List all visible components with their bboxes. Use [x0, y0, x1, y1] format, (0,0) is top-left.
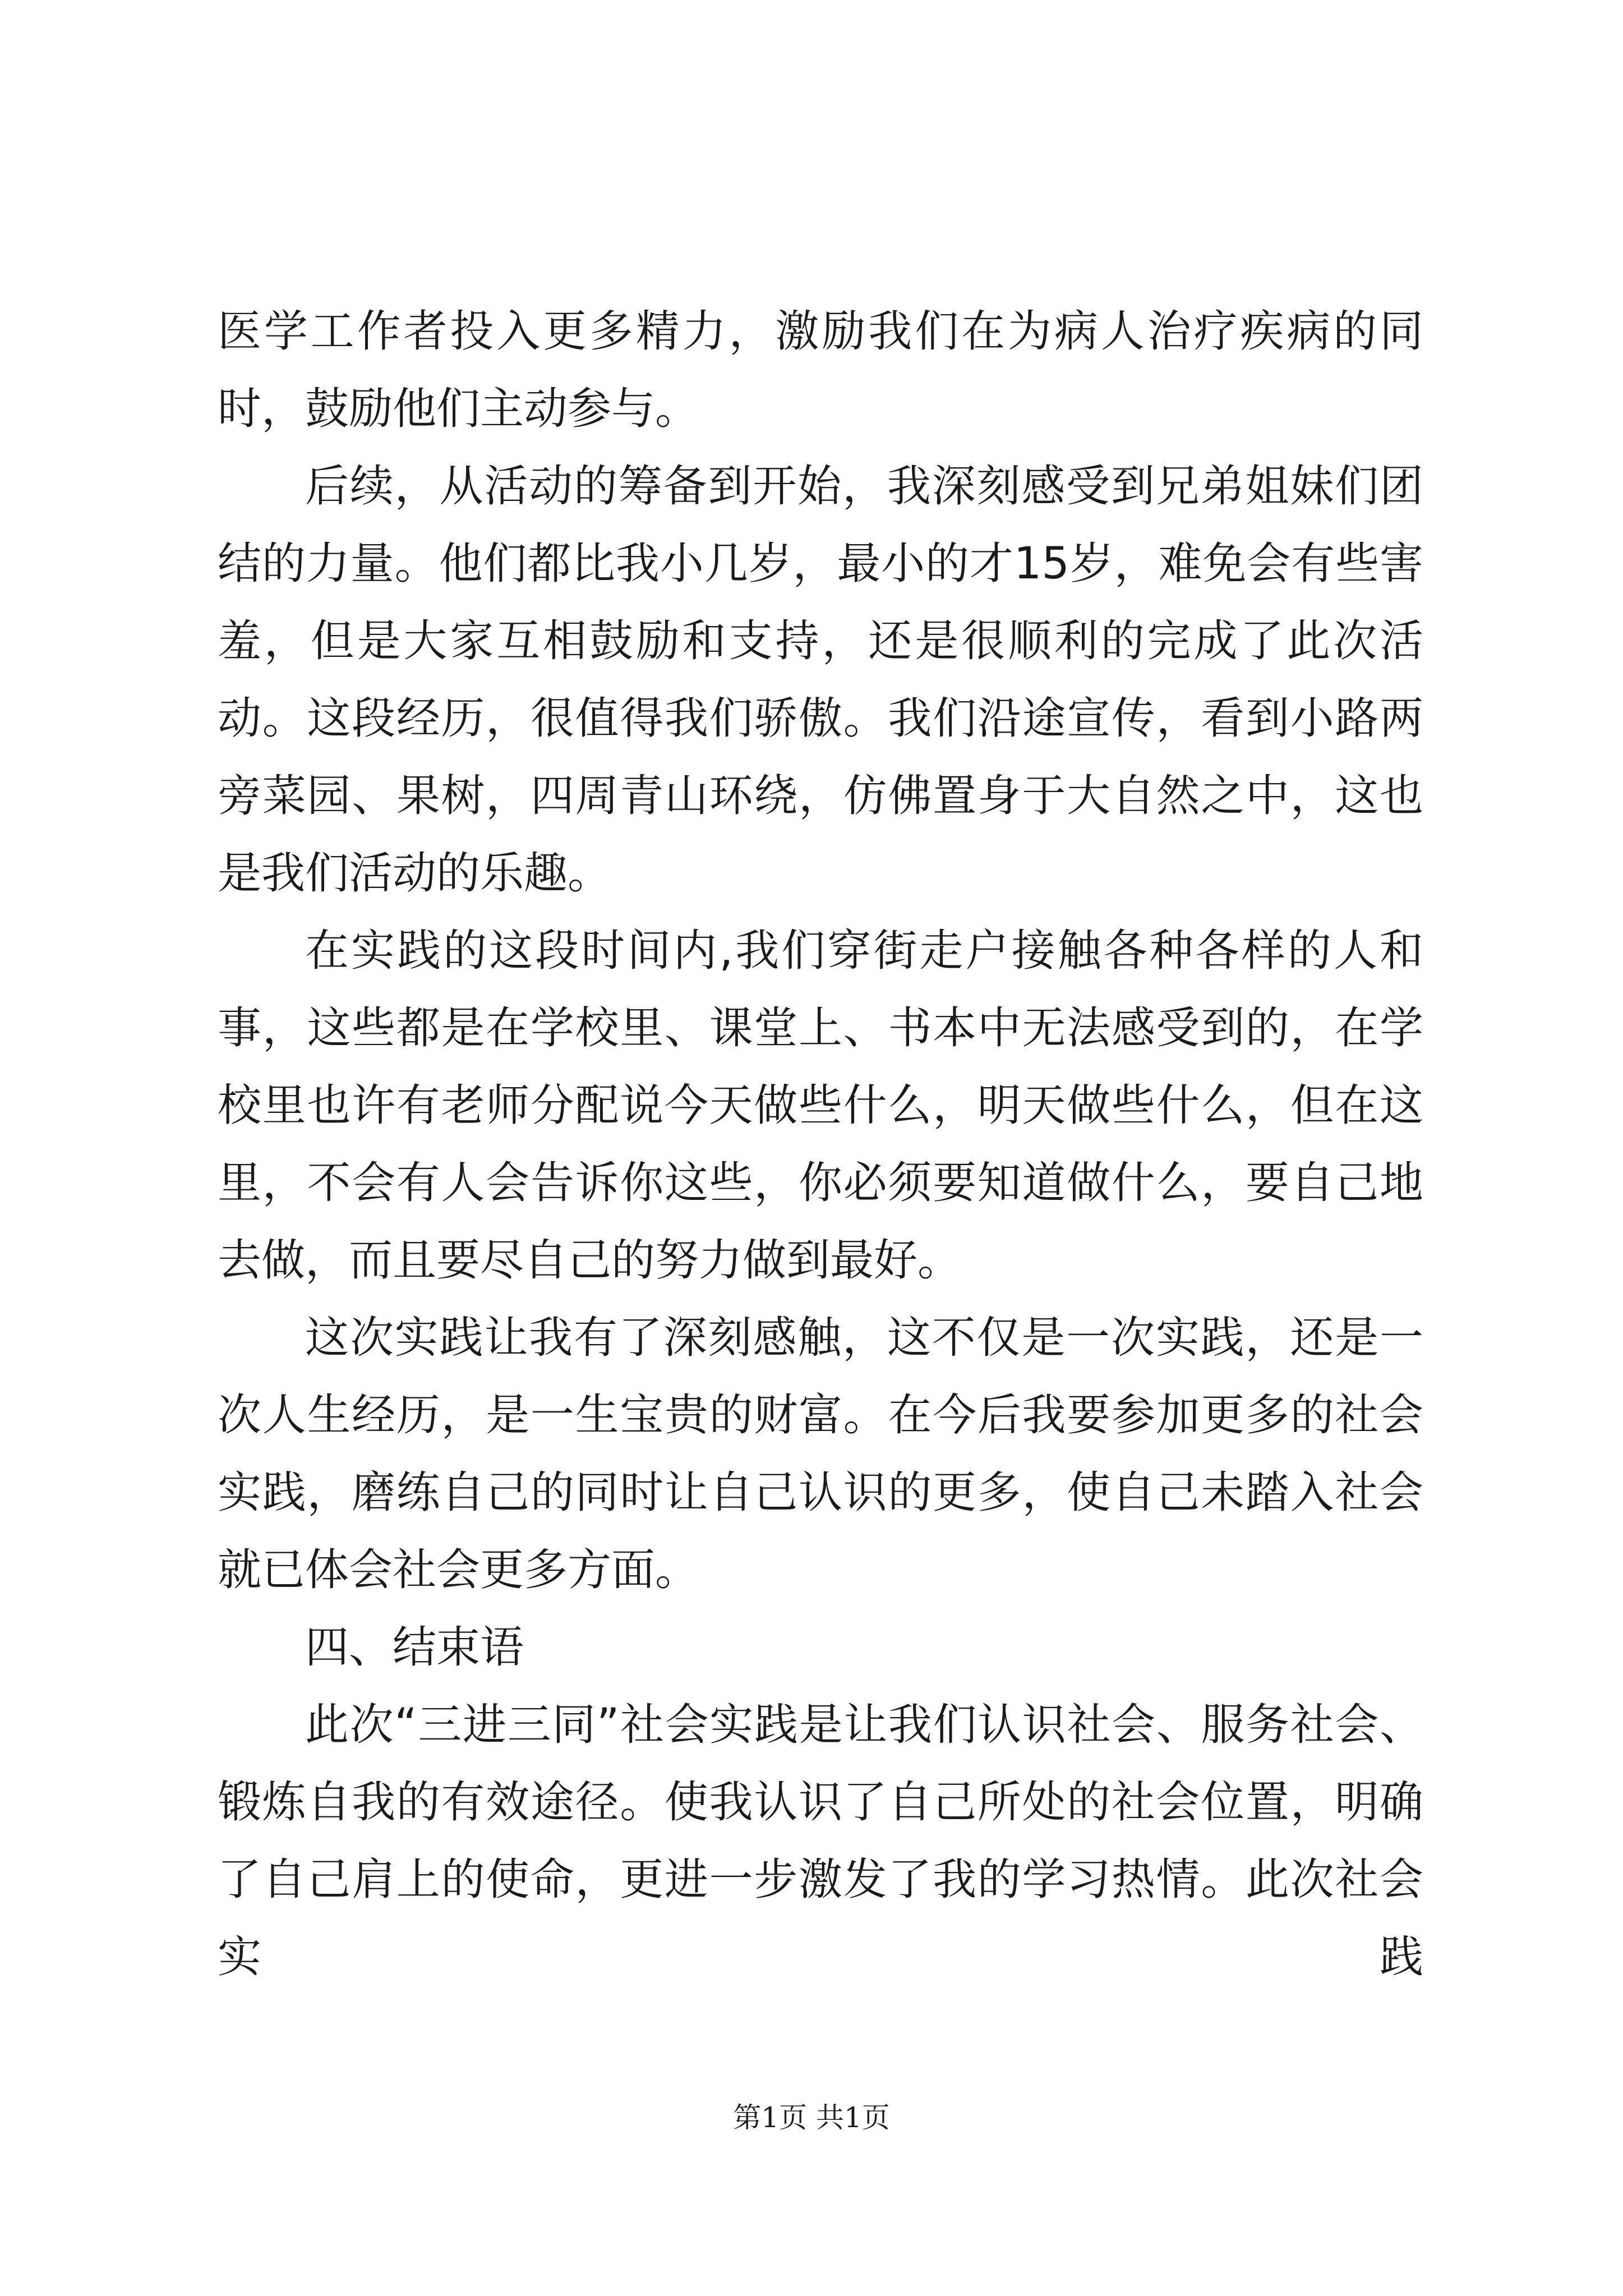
paragraph-3: 在实践的这段时间内,我们穿街走户接触各种各样的人和事，这些都是在学校里、课堂上、书本中无法感受到的，在学校里也许有老师分配说今天做些什么，明天做些什么，但在这里，不会有人会告诉你这些，你必须要知道做什么，要自己地去做，而且要尽自己的努力做到最好。: [218, 926, 1423, 1286]
paragraph-5: 此次“三进三同”社会实践是让我们认识社会、服务社会、锻炼自我的有效途径。使我认识了自己所处的社会位置，明确了自己肩上的使命，更进一步激发了我的学习热情。此次社会实践: [218, 1700, 1423, 1982]
paragraph-4: 这次实践让我有了深刻感触，这不仅是一次实践，还是一次人生经历，是一生宝贵的财富。在今后我要参加更多的社会实践，磨练自己的同时让自己认识的更多，使自己未踏入社会就已体会社会更多方面。: [218, 1313, 1423, 1595]
document-body: [218, 293, 1423, 1996]
section-heading: 四、结束语: [305, 1622, 524, 1673]
paragraph-1: 医学工作者投入更多精力，激励我们在为病人治疗疾病的同时，鼓励他们主动参与。: [218, 306, 1423, 434]
paragraph-2: 后续，从活动的筹备到开始，我深刻感受到兄弟姐妹们团结的力量。他们都比我小几岁，最小的才15岁，难免会有些害羞，但是大家互相鼓励和支持，还是很顺利的完成了此次活动。这段经历，很值得我们骄傲。我们沿途宣传，看到小路两旁菜园、果树，四周青山环绕，仿佛置身于大自然之中，这也是我们活动的乐趣。: [218, 461, 1423, 899]
page-footer: 第1页 共1页: [733, 2101, 890, 2134]
